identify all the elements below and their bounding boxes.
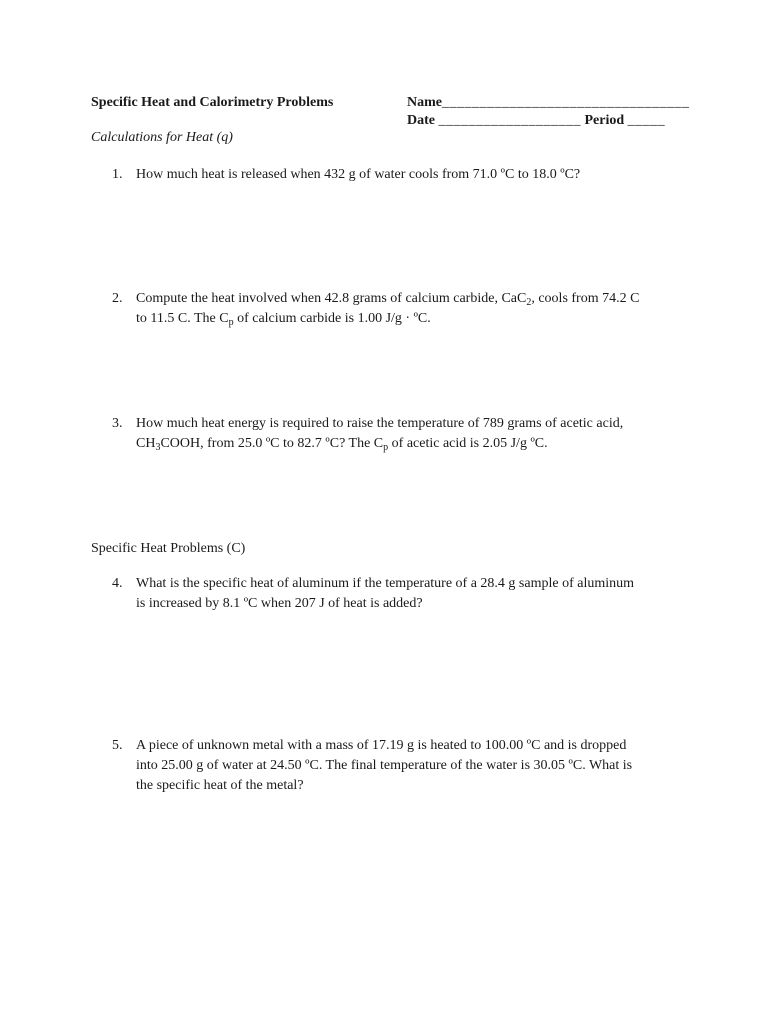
question-line: is increased by 8.1 ºC when 207 J of heat is added?: [136, 596, 423, 611]
question-text: [136, 574, 681, 614]
text-run: to 11.5 C. The C: [136, 311, 229, 326]
question-number: 5.: [112, 738, 123, 753]
subscript: 2: [526, 297, 532, 308]
question-line: [136, 434, 681, 454]
subscript: 3: [155, 442, 161, 453]
question-text: [136, 736, 681, 796]
text-run: , cools from 74.2 C: [531, 291, 640, 306]
question-text: [136, 165, 681, 185]
subscript: p: [383, 442, 389, 453]
name-label: Name: [407, 95, 442, 110]
name-line: [407, 93, 690, 113]
question-line: How much heat is released when 432 g of water cools from 71.0 ºC to 18.0 ºC?: [136, 167, 581, 182]
question-line: [136, 309, 681, 329]
question-text: [136, 414, 681, 454]
date-label: Date: [407, 113, 435, 128]
period-blank: _____: [627, 113, 666, 128]
question-number: 2.: [112, 291, 123, 306]
worksheet-title: Specific Heat and Calorimetry Problems: [91, 95, 334, 110]
question-line: What is the specific heat of aluminum if the temperature of a 28.4 g sample of aluminum: [136, 576, 635, 591]
text-run: of acetic acid is 2.05 J/g ºC.: [388, 436, 548, 451]
section-heading-specific-heat: Specific Heat Problems (C): [91, 541, 246, 556]
subscript: p: [228, 317, 234, 328]
text-run: of calcium carbide is 1.00 J/g · ºC.: [233, 311, 431, 326]
name-blank: _________________________________: [442, 95, 690, 110]
question-line: A piece of unknown metal with a mass of 17.19 g is heated to 100.00 ºC and is dropped: [136, 738, 627, 753]
question-number: 1.: [112, 167, 123, 182]
question-line: [136, 289, 681, 309]
period-label: Period: [584, 113, 625, 128]
question-text: [136, 289, 681, 329]
question-number: 4.: [112, 576, 123, 591]
text-run: COOH, from 25.0 ºC to 82.7 ºC? The C: [160, 436, 384, 451]
question-line: How much heat energy is required to raise the temperature of 789 grams of acetic acid,: [136, 416, 624, 431]
question-line: into 25.00 g of water at 24.50 ºC. The final temperature of the water is 30.05 ºC. What is: [136, 758, 633, 773]
date-blank: ___________________: [438, 113, 581, 128]
text-run: Compute the heat involved when 42.8 grams of calcium carbide, CaC: [136, 291, 527, 306]
question-line: the specific heat of the metal?: [136, 778, 304, 793]
section-heading-heat: Calculations for Heat (q): [91, 130, 233, 145]
text-run: CH: [136, 436, 156, 451]
date-period-line: [407, 111, 665, 131]
question-number: 3.: [112, 416, 123, 431]
